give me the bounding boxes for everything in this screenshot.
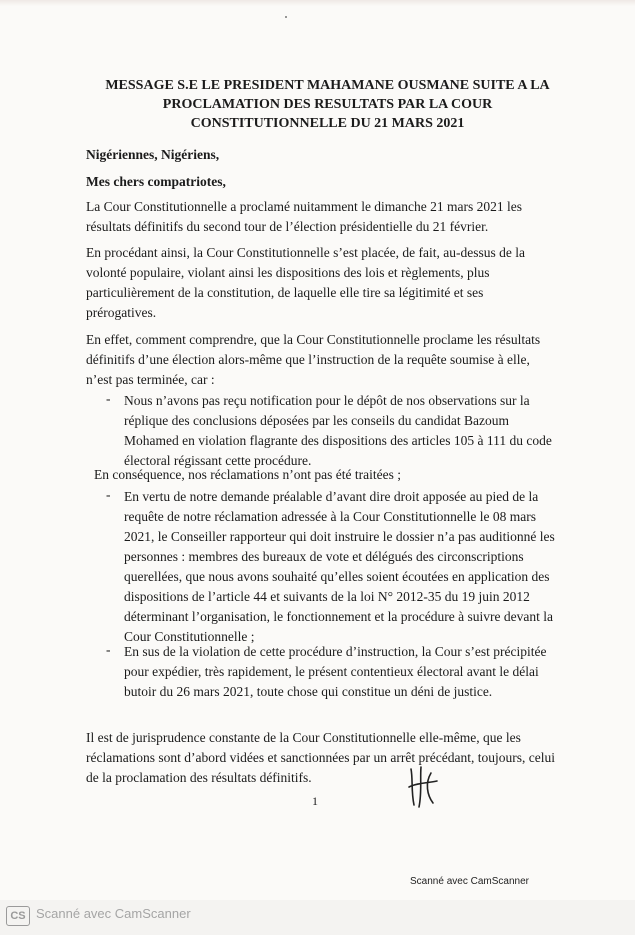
camscanner-logo-icon: CS (6, 906, 30, 926)
title-line-2: PROCLAMATION DES RESULTATS PAR LA COUR (162, 97, 493, 112)
bullet-marker-3: - (106, 642, 111, 657)
paragraph-1: La Cour Constitutionnelle a proclamé nuitamment le dimanche 21 mars 2021 les résultats définitifs du second tour de l’élection présidentielle du 21 février. (86, 199, 523, 234)
page-number: 1 (312, 794, 318, 808)
bullet-item-1: Nous n’avons pas reçu notification pour le dépôt de nos observations sur la réplique des conclusions déposées par les conseils du candidat Bazoum Mohamed en violation flagrante des dispositions des articles 105 à 111 du code électoral régissant cette procédure. (124, 393, 552, 468)
speck (285, 16, 287, 18)
bullet-item-3: En sus de la violation de cette procédure d’instruction, la Cour s’est précipitée pour expédier, très rapidement, le présent contentieux électoral avant le délai butoir du 26 mars 2021, toute chose qui constitue un déni de justice. (124, 644, 547, 699)
paragraph-4: Il est de jurisprudence constante de la Cour Constitutionnelle elle-même, que les réclamations sont d’abord vidées et sanctionnées par un arrêt précédant, toujours, celui de la proclamation des résultats définitifs. (86, 730, 555, 785)
camscanner-watermark: Scanné avec CamScanner (36, 906, 191, 921)
paragraph-3: En effet, comment comprendre, que la Cour Constitutionnelle proclame les résultats définitifs d’une élection alors-même que l’instruction de la requête soumise à elle, n’est pas terminée, car : (86, 332, 541, 387)
document-title (60, 76, 595, 133)
bullet-marker-1: - (106, 391, 111, 406)
camscanner-stamp: Scanné avec CamScanner (410, 876, 529, 887)
consequence-line: En conséquence, nos réclamations n’ont pas été traitées ; (94, 467, 402, 482)
salutation-2: Mes chers compatriotes, (86, 174, 226, 189)
salutation-1: Nigériennes, Nigériens, (86, 147, 220, 162)
bullet-marker-2: - (106, 487, 111, 502)
bullet-item-2: En vertu de notre demande préalable d’avant dire droit apposée au pied de la requête de notre réclamation adressée à la Cour Constitutionnelle le 08 mars 2021, le Conseiller rapporteur qui doit instruire le dossier n’a pas auditionné les personnes : membres des bureaux de vote et délégués des circonscriptions querellées, que nous avons souhaité qu’elles soient écoutées en application des dispositions de l’article 44 et suivants de la loi N° 2012-35 du 19 juin 2012 déterminant l’organisation, le fonctionnement et la procédure à suivre devant la Cour Constitutionnelle ; (124, 489, 555, 644)
title-line-1: MESSAGE S.E LE PRESIDENT MAHAMANE OUSMANE SUITE A LA (105, 78, 550, 93)
title-line-3: CONSTITUTIONNELLE DU 21 MARS 2021 (190, 116, 465, 131)
handwritten-initials (405, 765, 441, 809)
top-edge (0, 0, 635, 6)
paragraph-2: En procédant ainsi, la Cour Constitutionnelle s’est placée, de fait, au-dessus de la volonté populaire, violant ainsi les dispositions des lois et règlements, plus particulièrement de la constitution, de laquelle elle tire sa légitimité et ses prérogatives. (86, 245, 526, 320)
